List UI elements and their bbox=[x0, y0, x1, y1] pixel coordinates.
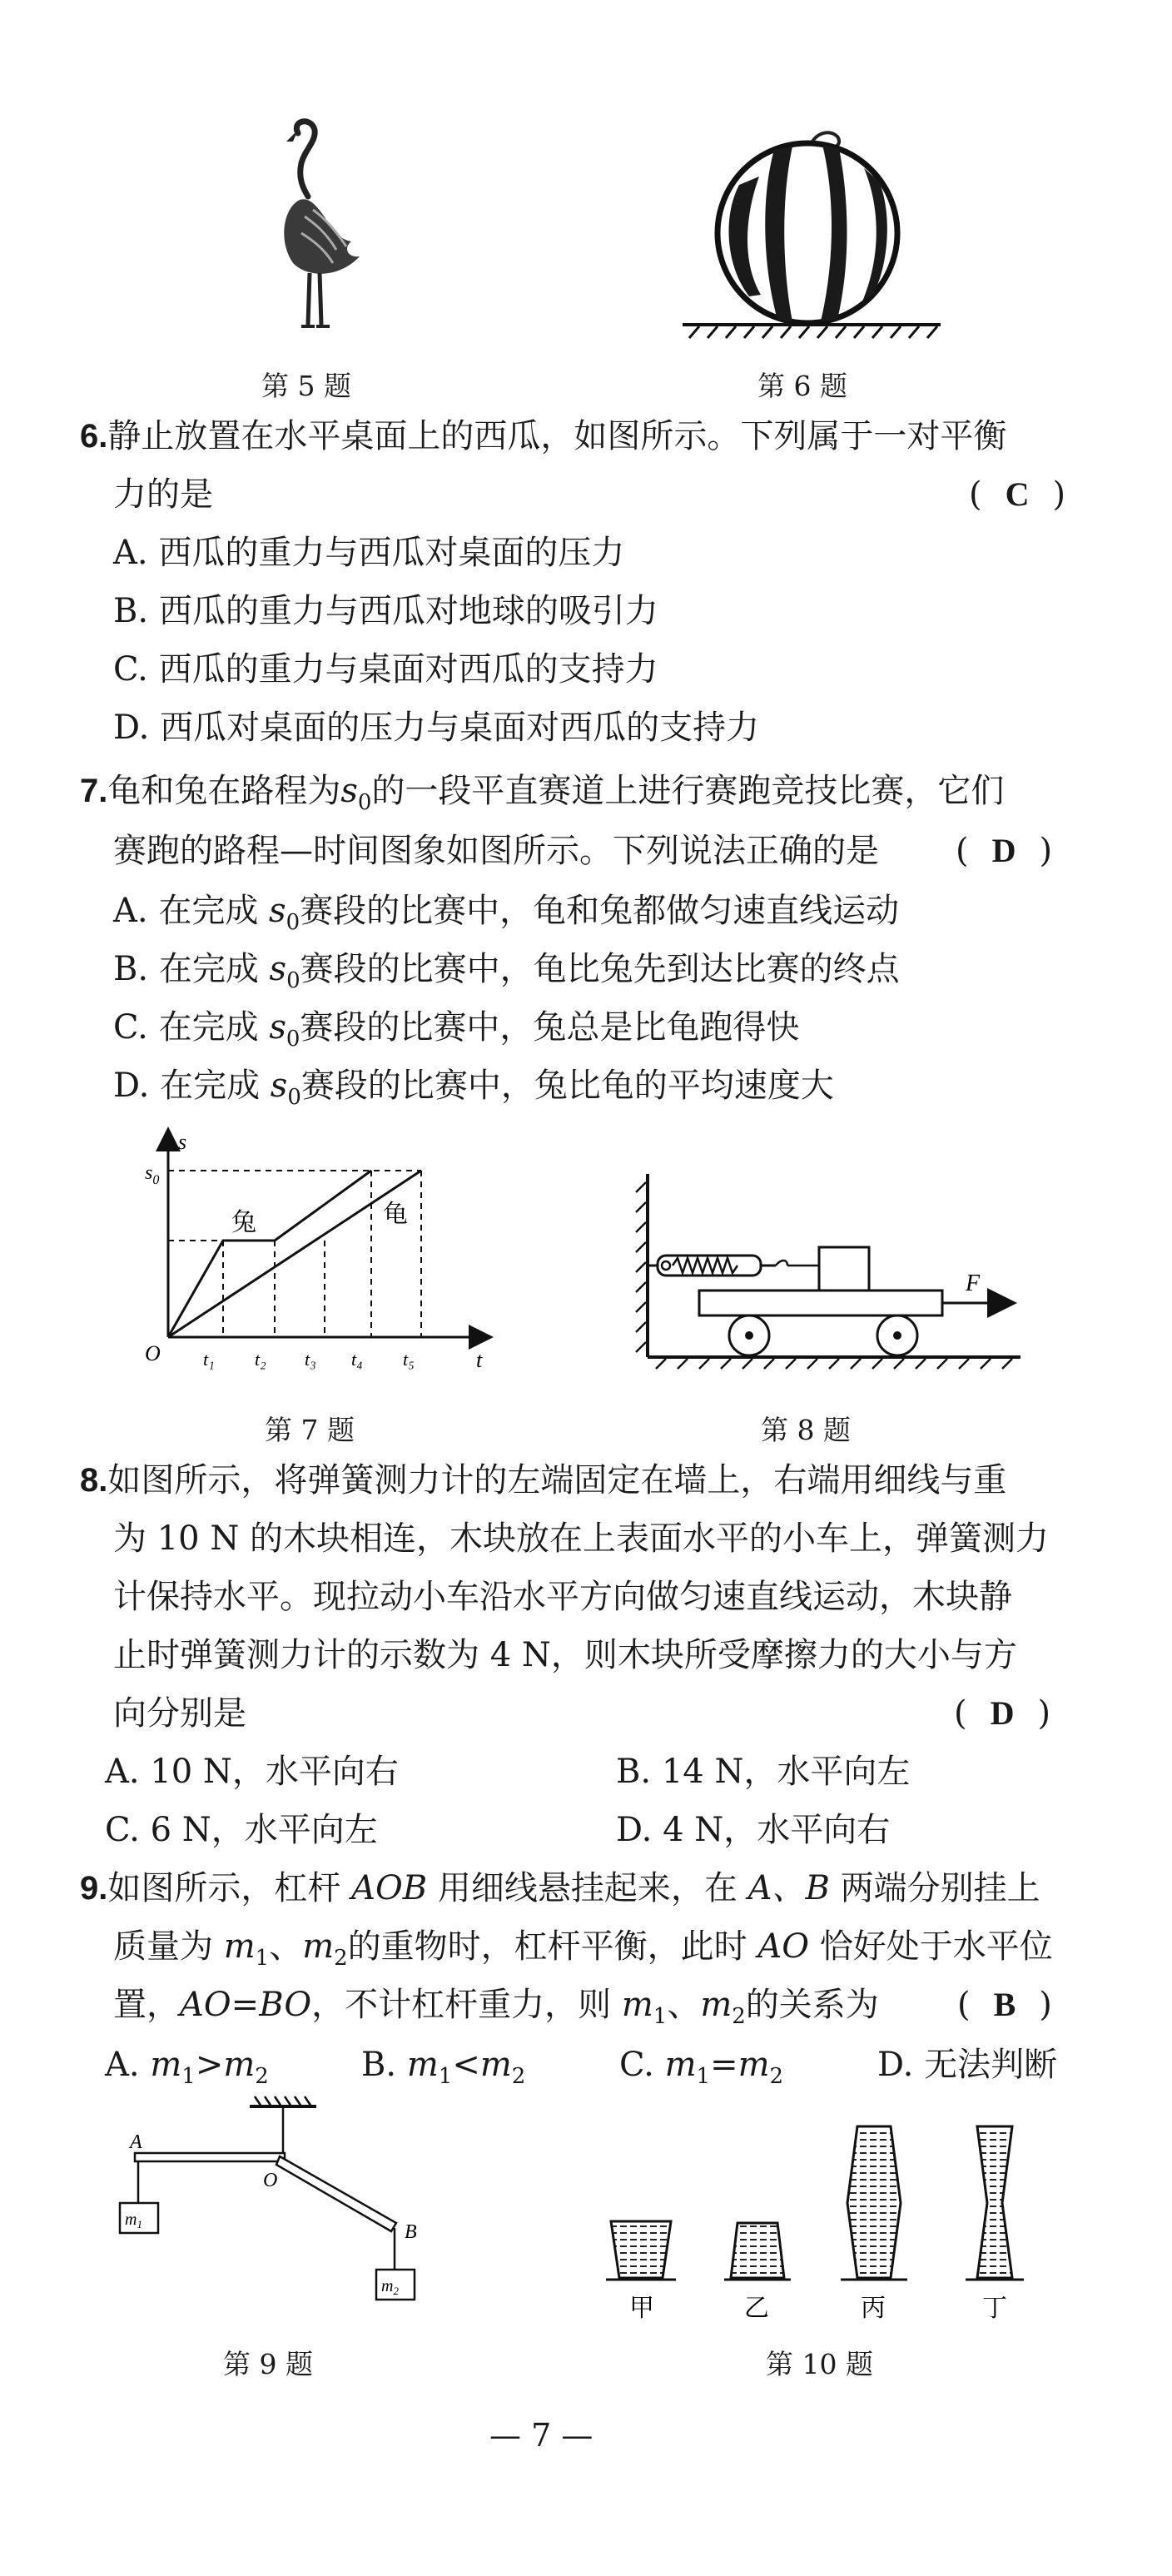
q8-option-b: B. 14 N，水平向左 bbox=[616, 1753, 911, 1791]
q8-stem-line5: 向分别是 bbox=[113, 1694, 246, 1733]
q9-sep2: 、 bbox=[667, 1986, 701, 2024]
figure-5-flamingo bbox=[250, 117, 383, 333]
q8-stem-text1: 如图所示，将弹簧测力计的左端固定在墙上，右端用细线与重 bbox=[107, 1461, 1007, 1499]
q9-m2: m bbox=[302, 1927, 335, 1966]
fig7-rabbit-line bbox=[168, 1171, 371, 1337]
fig10-ding-label: 丁 bbox=[982, 2295, 1007, 2322]
q9-oc-sub1: 1 bbox=[696, 2064, 711, 2089]
q9-m1b: m bbox=[621, 1986, 653, 2024]
fig7-t3-label: t₃ bbox=[305, 1349, 316, 1370]
q6-stem-text1: 静止放置在水平桌面上的西瓜，如图所示。下列属于一对平衡 bbox=[107, 417, 1007, 455]
fig7-s-label: s bbox=[178, 1130, 187, 1154]
page-number: — 7 — bbox=[489, 2417, 593, 2454]
q8-option-d: D. 4 N，水平向右 bbox=[616, 1811, 891, 1849]
q6-option-b: B. 西瓜的重力与西瓜对地球的吸引力 bbox=[113, 592, 658, 630]
q7-option-a-sub: 0 bbox=[286, 910, 300, 935]
figure-9-lever bbox=[100, 2090, 466, 2323]
figure-10-containers bbox=[599, 2090, 1049, 2323]
q9-text3a: 置， bbox=[113, 1986, 180, 2024]
figure-10-caption: 第 10 题 bbox=[766, 2348, 873, 2380]
q7-answer: ( D ) bbox=[956, 832, 1053, 870]
q8-number: 8. bbox=[80, 1462, 108, 1499]
fig10-jia-label: 甲 bbox=[629, 2295, 654, 2322]
q8-option-a: A. 10 N，水平向右 bbox=[105, 1753, 399, 1791]
q9-oc-m2: m bbox=[737, 2046, 770, 2084]
q6-number: 6. bbox=[80, 418, 108, 455]
q9-text3c: ，不计杠杆重力，则 bbox=[311, 1986, 612, 2024]
q9-ob-m2: m bbox=[479, 2046, 512, 2084]
q9-text1e: 两端分别挂上 bbox=[840, 1869, 1040, 1907]
q6-option-d: D. 西瓜对桌面的压力与桌面对西瓜的支持力 bbox=[113, 709, 760, 747]
q9-option-d: D. 无法判断 bbox=[877, 2046, 1058, 2084]
q8-stem-line4: 止时弹簧测力计的示数为 4 N，则木块所受摩擦力的大小与方 bbox=[113, 1636, 1017, 1674]
fig9-O-label: O bbox=[263, 2170, 278, 2191]
q6-answer-letter: C bbox=[1005, 475, 1030, 513]
q9-m1-sub: 1 bbox=[255, 1946, 270, 1971]
q7-s-symbol: s bbox=[340, 772, 358, 810]
q9-option-b-rel: < bbox=[452, 2046, 480, 2084]
q9-option-c-label: C. bbox=[619, 2046, 665, 2084]
q9-oa-sub1: 1 bbox=[181, 2064, 196, 2089]
fig9-B-label: B bbox=[405, 2221, 417, 2243]
figure-5-caption: 第 5 题 bbox=[261, 370, 351, 402]
q7-option-d-sub: 0 bbox=[287, 1085, 301, 1110]
q7-option-b-s: s bbox=[269, 950, 287, 988]
fig7-turtle-label: 龟 bbox=[383, 1201, 408, 1228]
q6-answer: ( C ) bbox=[969, 475, 1066, 514]
q9-oc-m1: m bbox=[664, 2046, 697, 2084]
q7-number: 7. bbox=[80, 773, 108, 809]
q9-answer-letter: B bbox=[993, 1986, 1016, 2023]
q7-option-c-sub: 0 bbox=[286, 1027, 300, 1052]
q9-text2d: 恰好处于水平位 bbox=[819, 1927, 1053, 1966]
q7-option-b-post: 赛段的比赛中，龟比兔先到达比赛的终点 bbox=[300, 950, 900, 988]
fig7-t-label: t bbox=[476, 1348, 483, 1372]
q9-text2a: 质量为 bbox=[113, 1927, 213, 1966]
q7-option-d-pre: D. 在完成 bbox=[113, 1067, 271, 1105]
q9-m2b: m bbox=[700, 1986, 732, 2024]
q7-answer-letter: D bbox=[991, 832, 1016, 869]
q7-option-a-pre: A. 在完成 bbox=[113, 892, 270, 930]
fig9-m1-label: $m_1$ bbox=[125, 2210, 142, 2230]
q8-stem-line2: 为 10 N 的木块相连，木块放在上表面水平的小车上，弹簧测力 bbox=[113, 1519, 1050, 1558]
fig7-t5-label: t₅ bbox=[403, 1349, 415, 1370]
q7-option-b bbox=[113, 946, 900, 1004]
q9-oa-sub2: 2 bbox=[255, 2064, 269, 2089]
q9-number: 9. bbox=[80, 1870, 108, 1907]
q7-option-d-post: 赛段的比赛中，兔比龟的平均速度大 bbox=[300, 1067, 834, 1105]
q7-s-sub: 0 bbox=[357, 790, 372, 815]
q7-stem-line1 bbox=[80, 768, 1004, 826]
fig7-s0-label: $s_0$ bbox=[145, 1162, 160, 1187]
q9-text3d: 的关系为 bbox=[745, 1986, 879, 2024]
figure-8-apparatus bbox=[629, 1166, 1029, 1382]
q7-option-c-post: 赛段的比赛中，兔总是比龟跑得快 bbox=[300, 1008, 800, 1047]
fig9-m2-label: $m_2$ bbox=[381, 2277, 399, 2297]
fig10-yi-label: 乙 bbox=[744, 2295, 769, 2322]
q7-stem-text1b: 的一段平直赛道上进行赛跑竞技比赛，它们 bbox=[371, 772, 1005, 810]
q7-option-a-post: 赛段的比赛中，龟和兔都做匀速直线运动 bbox=[300, 892, 900, 930]
q9-text2b: 的重物时，杠杆平衡，此时 bbox=[347, 1927, 747, 1966]
q8-stem-line1 bbox=[80, 1457, 1006, 1504]
q8-answer-letter: D bbox=[990, 1694, 1015, 1732]
q8-answer: ( D ) bbox=[954, 1694, 1051, 1733]
q7-option-c bbox=[113, 1004, 799, 1062]
q7-option-a bbox=[113, 888, 899, 946]
fig7-t4-label: t₄ bbox=[351, 1349, 363, 1370]
q7-option-c-s: s bbox=[269, 1008, 286, 1047]
q9-text3b: AO=BO bbox=[180, 1986, 312, 2024]
fig7-t1-label: t₁ bbox=[203, 1349, 215, 1370]
q9-stem-line1 bbox=[80, 1865, 1040, 1912]
q9-m1b-sub: 1 bbox=[653, 2004, 668, 2029]
figure-7-graph bbox=[133, 1124, 499, 1382]
q7-option-b-pre: B. 在完成 bbox=[113, 950, 270, 988]
q9-stem-line2 bbox=[113, 1923, 1053, 1982]
figure-6-watermelon bbox=[666, 117, 949, 341]
q8-stem-line3: 计保持水平。现拉动小车沿水平方向做匀速直线运动，木块静 bbox=[113, 1578, 1012, 1616]
figure-6-caption: 第 6 题 bbox=[757, 370, 847, 402]
q9-m1: m bbox=[223, 1927, 256, 1966]
fig7-origin-label: O bbox=[145, 1341, 161, 1365]
fig7-t2-label: t₂ bbox=[255, 1349, 266, 1370]
q9-text2c: AO bbox=[757, 1927, 810, 1966]
q9-text1c: 用细线悬挂起来，在 bbox=[437, 1869, 737, 1907]
fig7-rabbit-label: 兔 bbox=[231, 1209, 256, 1236]
q9-option-a-label: A. bbox=[105, 2046, 151, 2084]
q9-ob-m1: m bbox=[406, 2046, 439, 2084]
q9-ob-sub2: 2 bbox=[511, 2064, 526, 2089]
q6-option-a: A. 西瓜的重力与西瓜对桌面的压力 bbox=[113, 534, 625, 572]
q9-stem-line3 bbox=[113, 1982, 879, 2040]
figure-7-caption: 第 7 题 bbox=[265, 1414, 355, 1446]
q6-stem-line1 bbox=[80, 413, 1006, 460]
q9-oa-m2: m bbox=[223, 2046, 256, 2084]
q9-option-c-rel: = bbox=[710, 2046, 738, 2084]
q9-oc-sub2: 2 bbox=[769, 2064, 784, 2089]
q9-m2-sub: 2 bbox=[334, 1946, 348, 1971]
q7-option-b-sub: 0 bbox=[286, 968, 300, 993]
q7-stem-line2: 赛跑的路程—时间图象如图所示。下列说法正确的是 bbox=[113, 832, 879, 870]
fig10-bing-label: 丙 bbox=[861, 2295, 886, 2322]
q9-option-a-rel: > bbox=[195, 2046, 224, 2084]
fig7-turtle-line bbox=[168, 1171, 421, 1337]
q8-option-c: C. 6 N，水平向左 bbox=[105, 1811, 378, 1849]
figure-9-caption: 第 9 题 bbox=[223, 2348, 313, 2380]
q9-ob-sub1: 1 bbox=[438, 2064, 453, 2089]
q7-stem-text1a: 龟和兔在路程为 bbox=[107, 772, 341, 810]
q9-oa-m1: m bbox=[150, 2046, 182, 2084]
q9-text1b: AOB bbox=[351, 1869, 428, 1907]
q7-option-c-pre: C. 在完成 bbox=[113, 1008, 270, 1047]
q9-sep1: 、 bbox=[269, 1927, 303, 1966]
fig8-force-label: F bbox=[966, 1271, 981, 1296]
q9-text1d: A、B bbox=[747, 1869, 830, 1907]
q9-option-b-label: B. bbox=[361, 2046, 407, 2084]
q9-answer: ( B ) bbox=[957, 1986, 1052, 2024]
q6-option-c: C. 西瓜的重力与桌面对西瓜的支持力 bbox=[113, 650, 658, 689]
q7-option-d-s: s bbox=[270, 1067, 288, 1105]
figure-8-caption: 第 8 题 bbox=[761, 1414, 851, 1446]
q9-text1a: 如图所示，杠杆 bbox=[107, 1869, 341, 1907]
q7-option-d bbox=[113, 1062, 834, 1121]
q7-option-a-s: s bbox=[269, 892, 286, 930]
q6-stem-line2: 力的是 bbox=[113, 475, 213, 514]
fig9-A-label: A bbox=[130, 2131, 142, 2153]
q9-m2b-sub: 2 bbox=[732, 2004, 746, 2029]
